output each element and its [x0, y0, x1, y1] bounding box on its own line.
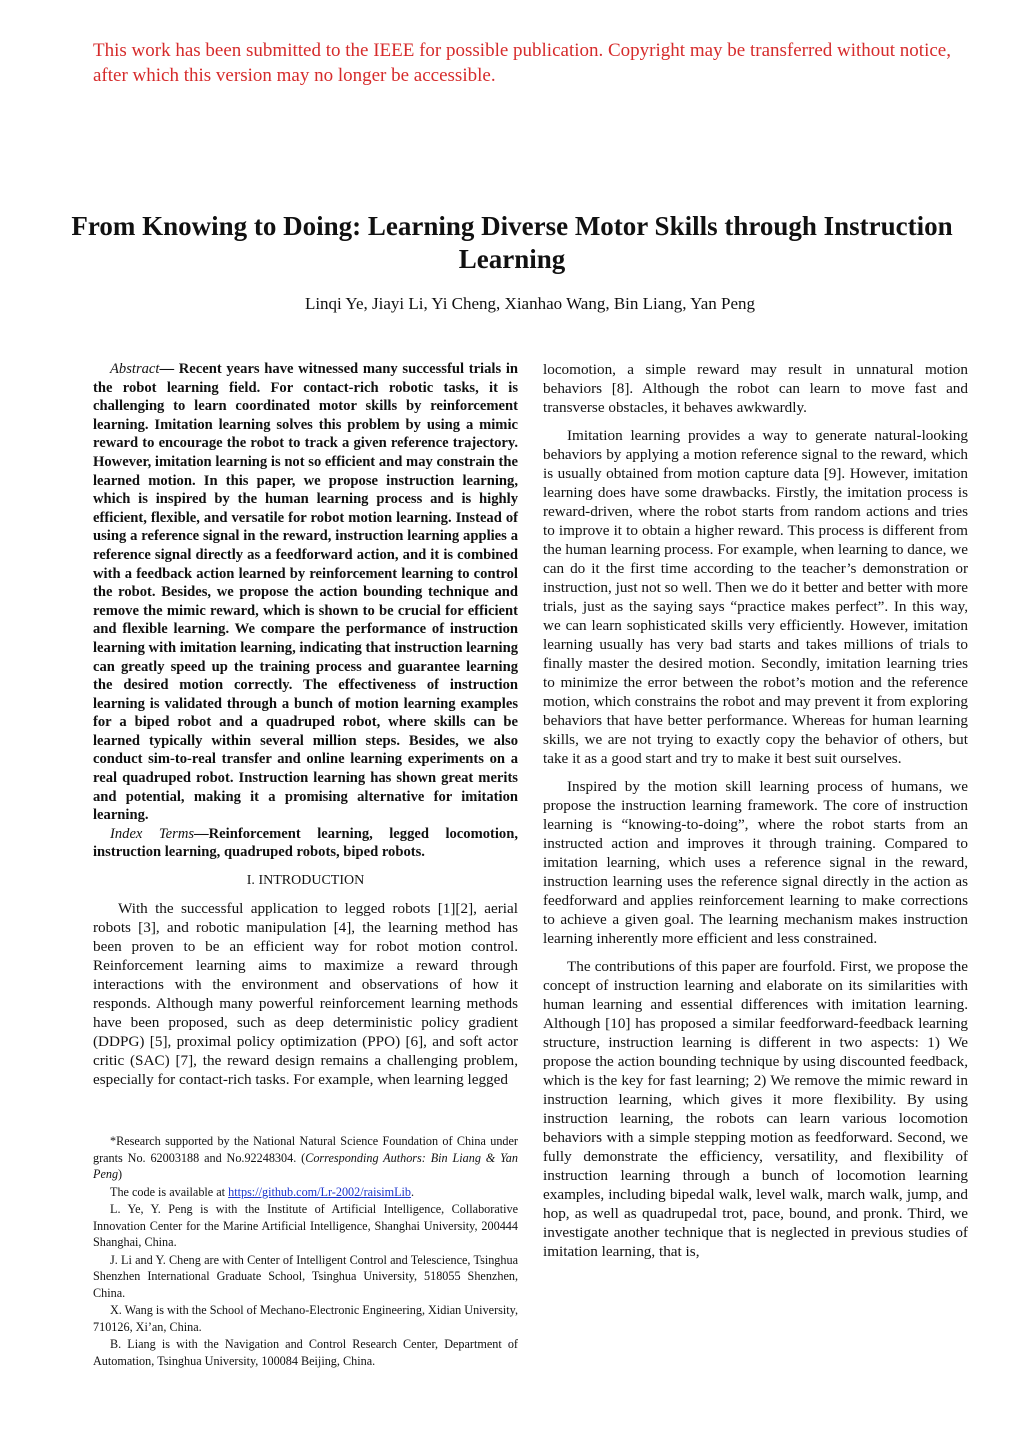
affiliation-note: L. Ye, Y. Peng is with the Institute of Artificial Intelligence, Collaborative Innovation Center for the Marine Artificial Intelligence, Shanghai University, 200444 Shanghai, China.: [93, 1202, 518, 1249]
code-repository-link[interactable]: https://github.com/Lr-2002/raisimLib: [228, 1184, 411, 1199]
code-text: The code is available at: [110, 1184, 229, 1199]
author-list: Linqi Ye, Jiayi Li, Yi Cheng, Xianhao Wang, Bin Liang, Yan Peng: [304, 294, 756, 313]
section-initial: I: [258, 873, 264, 889]
code-note: [93, 1184, 518, 1201]
abstract-text: — Recent years have witnessed many successful trials in the robot learning field. For contact-rich robotic tasks, it is challenging to learn coordinated motor skills by reinforcement learning. Imitation learning solves this problem by using a mimic reward to encourage the robot to track a given reference trajectory. However, imitation learning is not so efficient and may constrain the learned motion. In this paper, we propose instruction learning, which is inspired by the human learning process and is highly efficient, flexible, and versatile for robot motion learning. Instead of using a reference signal in the reward, instruction learning applies a reference signal directly as a feedforward action, and it is combined with a feedback action learned by reinforcement learning to control the robot. Besides, we propose the action bounding technique and remove the mimic reward, which is shown to be crucial for efficient and flexible learning. We compare the performance of instruction learning with imitation learning, indicating that instruction learning can greatly speed up the training process and guarantee learning the desired motion correctly. The effectiveness of instruction learning is validated through a bunch of motion learning examples for a biped robot and a quadruped robot, where skills can be learned typically within several million steps. Besides, we also conduct sim-to-real transfer and online learning experiments on a real quadruped robot. Instruction learning has shown great merits and potential, making it a promising alternative for imitation learning.: [93, 361, 518, 824]
copyright-notice: This work has been submitted to the IEEE for possible publication. Copyright may be transferred without notice, after which this version may no longer be accessible.: [93, 40, 951, 86]
abstract: [93, 360, 518, 825]
abstract-label: Abstract: [110, 361, 160, 377]
affiliation-note: J. Li and Y. Cheng are with Center of Intelligent Control and Telescience, Tsinghua Shenzhen International Graduate School, Tsinghua University, 518055 Shenzhen, China.: [93, 1252, 518, 1300]
index-terms-text: —Reinforcement learning, legged locomotion, instruction learning, quadruped robots, biped robots.: [93, 825, 518, 861]
section-heading: [93, 872, 518, 891]
footnotes: [93, 1133, 518, 1370]
body-paragraph: The contributions of this paper are fourfold. First, we propose the concept of instruction learning and elaborate on its similarities with human learning and essential differences with imitation learning. Although [10] has proposed a similar feedforward-feedback learning structure, instruction learning is different in two aspects: 1) We propose the action bounding technique by using discounted feedback, which is the key for fast learning; 2) We remove the mimic reward in instruction learning, which gives it more flexibility. By using instruction learning, the robots can learn various locomotion behaviors with a simple stepping motion as feedforward. Second, we fully demonstrate the efficiency, versatility, and flexibility of instruction learning through a bunch of locomotion learning examples, including bipedal walk, level walk, march walk, jump, and hop, as well as quadrupedal trot, pace, bound, and pronk. Third, we investigate another technique that is neglected in previous studies of imitation learning, that is,: [543, 958, 968, 1260]
affiliation-note: X. Wang is with the School of Mechano-Electronic Engineering, Xidian University, 710126, Xi’an, China.: [93, 1303, 518, 1334]
funding-close: ): [118, 1167, 123, 1181]
right-column: [543, 360, 968, 1270]
section-number: I.: [246, 873, 255, 889]
paper-title: From Knowing to Doing: Learning Diverse Motor Skills through Instruction Learning: [71, 211, 953, 274]
corresponding-authors: Corresponding Authors: Bin Liang & Yan Peng: [93, 1150, 518, 1181]
left-column: [93, 360, 518, 1089]
section-title-rest: NTRODUCTION: [263, 873, 365, 889]
index-terms-label: Index Terms: [110, 825, 195, 842]
code-period: .: [411, 1184, 415, 1199]
body-paragraph: Imitation learning provides a way to generate natural-looking behaviors by applying a motion reference signal to the reward, which is usually obtained from motion capture data [9]. However, imitation learning does have some drawbacks. Firstly, the imitation process is reward-driven, where the robot starts from random actions and tries to improve it to obtain a higher reward. This process is different from the human learning process. For example, when learning to dance, we can do it the first time according to the teacher’s demonstration or instruction, just not so well. Then we do it better and better with more trials, just as the saying says “practice makes perfect”. In this way, we can learn sophisticated skills very efficiently. However, imitation learning usually has very bad starts and takes millions of trials to finally master the desired motion. Secondly, imitation learning tries to minimize the error between the robot’s motion and the reference motion, which constrains the robot and may prevent it from exploring behaviors that have better performance. Whereas for human learning skills, we are not trying to exactly copy the behavior of others, but take it as a good start and try to make it best suit ourselves.: [543, 427, 968, 767]
intro-paragraph: With the successful application to legged robots [1][2], aerial robots [3], and robotic manipulation [4], the learning method has been proven to be an efficient way for robot motion control. Reinforcement learning aims to maximize a reward through interactions with the environment and observations of how it responds. Although many powerful reinforcement learning methods have been proposed, such as deep deterministic policy gradient (DDPG) [5], proximal policy optimization (PPO) [6], and soft actor critic (SAC) [7], the reward design remains a challenging problem, especially for contact-rich tasks. For example, when learning legged: [93, 899, 518, 1088]
section-title: [258, 873, 364, 888]
funding-text: *Research supported by the National Natural Science Foundation of China under grants No. 62003188 and No.92248304. (: [93, 1134, 518, 1165]
body-paragraph: Inspired by the motion skill learning process of humans, we propose the instruction learning framework. The core of instruction learning is “knowing-to-doing”, where the robot starts from an instructed action and improves it through training. Compared to imitation learning, which uses a reference signal in the reward, instruction learning uses the reference signal directly in the action as feedforward and applies reinforcement learning to make corrections to achieve a given goal. The learning mechanism makes instruction learning inherently more efficient and less constrained.: [543, 778, 968, 947]
affiliation-note: B. Liang is with the Navigation and Control Research Center, Department of Automation, Tsinghua University, 100084 Beijing, China.: [93, 1337, 518, 1368]
index-terms: [93, 825, 518, 862]
body-paragraph: locomotion, a simple reward may result in unnatural motion behaviors [8]. Although the robot can learn to move fast and transverse obstacles, it behaves awkwardly.: [543, 361, 968, 416]
funding-note: [93, 1133, 518, 1183]
